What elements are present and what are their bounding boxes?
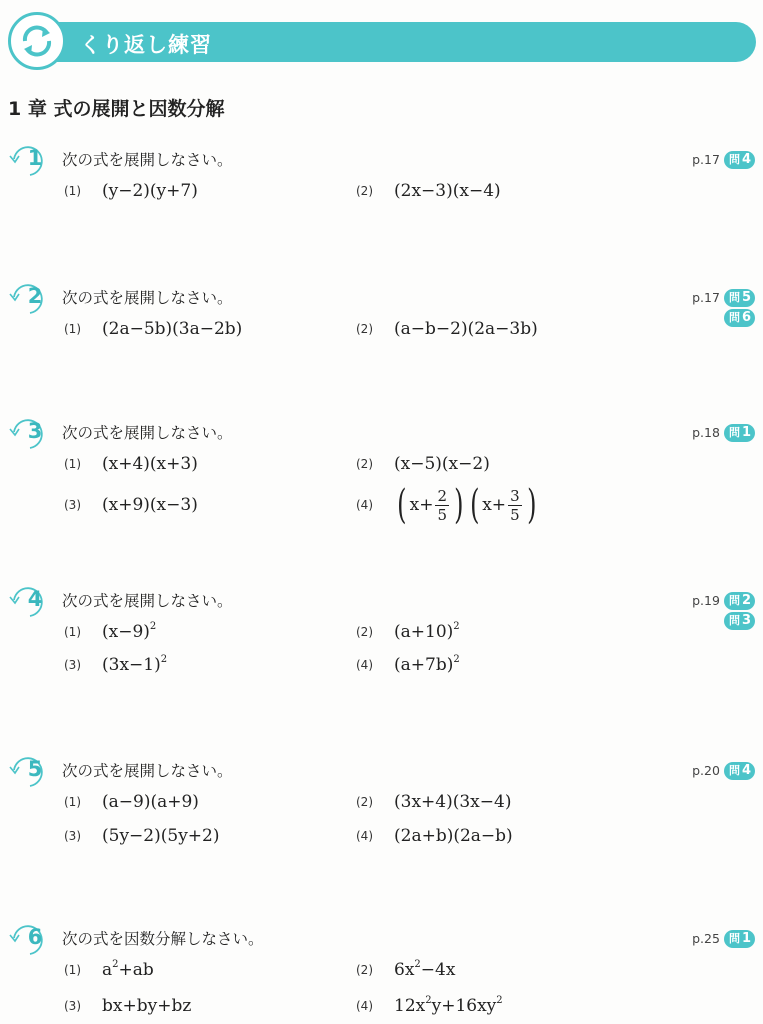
math-expression: $(a+10)^2$ bbox=[394, 621, 460, 642]
problem-number-badge: 6 bbox=[8, 924, 48, 954]
problem-instruction: 次の式を展開しなさい。 bbox=[62, 592, 233, 610]
page-reference bbox=[692, 422, 755, 442]
page-reference bbox=[692, 149, 755, 169]
math-expression: (x−5)(x−2) bbox=[394, 454, 490, 474]
question-badge: 問 1 bbox=[724, 930, 755, 948]
math-expression: $(a+7b)^2$ bbox=[394, 654, 460, 675]
page-number: p.18 bbox=[692, 425, 720, 440]
question-badge: 問 6 bbox=[724, 309, 755, 327]
math-expression: ( x+ $\frac{2}{5}$ ) ( x+ $\frac{3}{5}$ ) bbox=[397, 482, 537, 528]
page-number: p.19 bbox=[692, 593, 720, 608]
fraction: $\frac{2}{5}$ bbox=[437, 486, 447, 524]
math-expression: $(3x-1)^2$ bbox=[102, 654, 168, 675]
page-reference bbox=[692, 590, 755, 628]
page-number: p.17 bbox=[692, 290, 720, 305]
math-expression: (2a−5b)(3a−2b) bbox=[102, 319, 243, 339]
repeat-arrows-icon bbox=[8, 12, 66, 70]
chapter-title: 1 章 式の展開と因数分解 bbox=[8, 98, 225, 120]
fraction: $\frac{3}{5}$ bbox=[510, 486, 520, 524]
question-badge: 問 1 bbox=[724, 424, 755, 442]
page-reference bbox=[692, 760, 755, 780]
question-badge: 問 4 bbox=[724, 151, 755, 169]
math-expression: (y−2)(y+7) bbox=[102, 181, 198, 201]
problem-instruction: 次の式を展開しなさい。 bbox=[62, 424, 233, 442]
problem-number-badge: 5 bbox=[8, 756, 48, 786]
math-expression: $12x^2y+16xy^2$ bbox=[394, 995, 503, 1016]
page-reference bbox=[692, 928, 755, 948]
math-expression: (5y−2)(5y+2) bbox=[102, 826, 220, 846]
page-number: p.17 bbox=[692, 152, 720, 167]
math-expression: (2x−3)(x−4) bbox=[394, 181, 501, 201]
problem-number-badge: 1 bbox=[8, 145, 48, 175]
math-expression: (a−9)(a+9) bbox=[102, 792, 199, 812]
math-expression: $6x^2-4x$ bbox=[394, 959, 456, 980]
math-expression: (x+4)(x+3) bbox=[102, 454, 198, 474]
math-expression: bx+by+bz bbox=[102, 996, 192, 1016]
problem-instruction: 次の式を展開しなさい。 bbox=[62, 762, 233, 780]
problem-instruction: 次の式を展開しなさい。 bbox=[62, 289, 233, 307]
math-expression: $a^2+ab$ bbox=[102, 959, 154, 980]
problem-instruction: 次の式を因数分解しなさい。 bbox=[62, 930, 264, 948]
problem-number-badge: 3 bbox=[8, 418, 48, 448]
section-banner bbox=[8, 12, 756, 70]
problem-number-badge: 2 bbox=[8, 283, 48, 313]
math-expression: (2a+b)(2a−b) bbox=[394, 826, 513, 846]
page-reference bbox=[692, 287, 755, 325]
question-badge: 問 4 bbox=[724, 762, 755, 780]
math-expression: (a−b−2)(2a−3b) bbox=[394, 319, 538, 339]
banner-title: くり返し練習 bbox=[80, 33, 212, 57]
question-badge: 問 5 bbox=[724, 289, 755, 307]
math-expression: $(x-9)^2$ bbox=[102, 621, 157, 642]
problem-number-badge: 4 bbox=[8, 586, 48, 616]
question-badge: 問 2 bbox=[724, 592, 755, 610]
question-badge: 問 3 bbox=[724, 612, 755, 630]
math-expression: (3x+4)(3x−4) bbox=[394, 792, 512, 812]
page-number: p.20 bbox=[692, 763, 720, 778]
problem-instruction: 次の式を展開しなさい。 bbox=[62, 151, 233, 169]
math-expression: (x+9)(x−3) bbox=[102, 495, 198, 515]
page-number: p.25 bbox=[692, 931, 720, 946]
